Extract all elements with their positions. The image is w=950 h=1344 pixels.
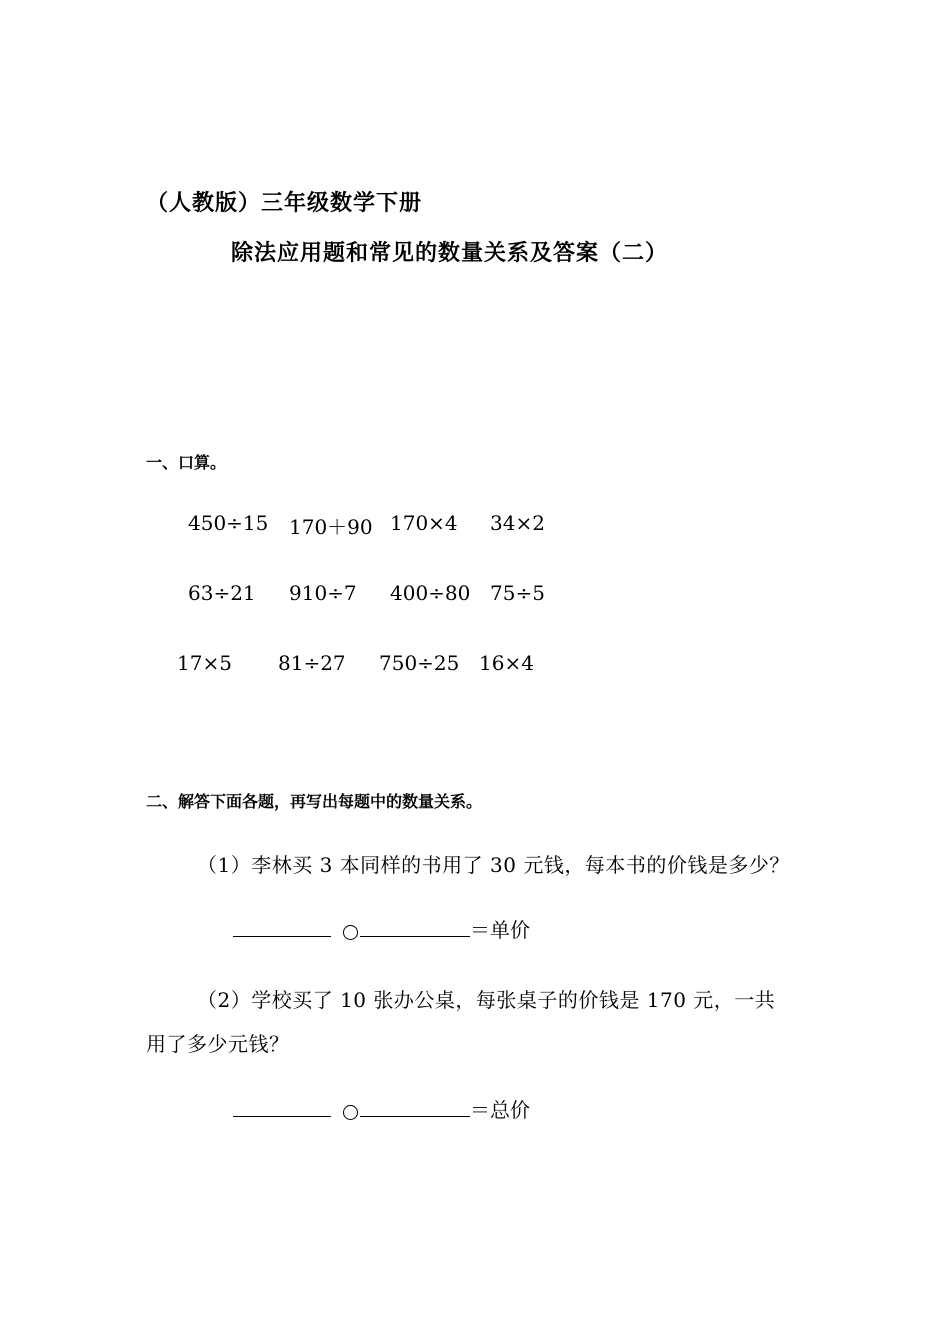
answer-blank[interactable]: [233, 916, 331, 937]
math-expression: 34×2: [490, 511, 545, 535]
answer-blank[interactable]: [233, 1096, 331, 1117]
math-expression: 63÷21: [188, 581, 256, 605]
math-expression: 910÷7: [289, 581, 357, 605]
operator-circle[interactable]: [343, 925, 358, 940]
math-expression: 16×4: [479, 651, 534, 675]
answer-blank[interactable]: [360, 916, 470, 937]
math-expression: 400÷80: [390, 581, 471, 605]
relation-result: ＝总价: [470, 1098, 530, 1122]
question-2-text-line2: 用了多少元钱？: [146, 1032, 290, 1056]
math-expression: 170×4: [390, 511, 458, 535]
question-1-text: （1）李林买 3 本同样的书用了 30 元钱，每本书的价钱是多少？: [197, 853, 790, 877]
page-title-line1: （人教版）三年级数学下册: [146, 191, 423, 216]
math-expression: 450÷15: [188, 511, 269, 535]
operator-circle[interactable]: [343, 1105, 358, 1120]
math-expression: 17×5: [177, 651, 232, 675]
math-expression: 81÷27: [278, 651, 346, 675]
section1-heading: 一、口算。: [146, 453, 227, 472]
question-1-relation: [233, 914, 530, 943]
relation-result: ＝单价: [470, 918, 530, 942]
page-title-line2: 除法应用题和常见的数量关系及答案（二）: [231, 241, 669, 266]
question-2-text-line1: （2）学校买了 10 张办公桌，每张桌子的价钱是 170 元，一共: [197, 988, 776, 1012]
section2-heading: 二、解答下面各题，再写出每题中的数量关系。: [146, 792, 483, 811]
math-expression: 75÷5: [490, 581, 545, 605]
question-2-relation: [233, 1094, 530, 1123]
answer-blank[interactable]: [360, 1096, 470, 1117]
math-expression: 170＋90: [289, 515, 373, 539]
math-expression: 750÷25: [379, 651, 460, 675]
